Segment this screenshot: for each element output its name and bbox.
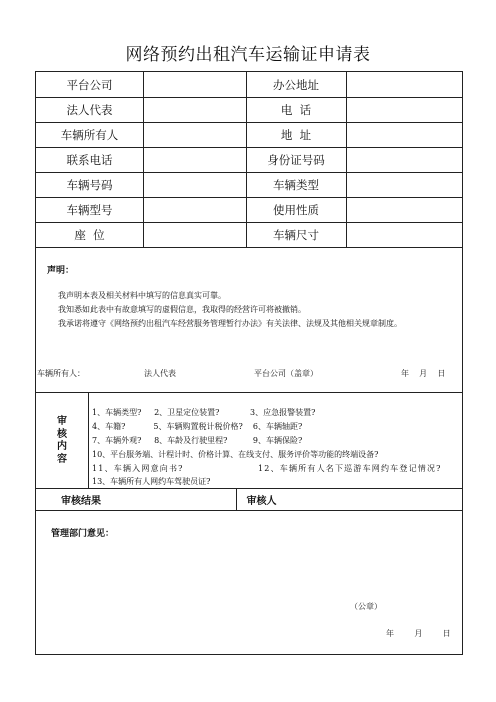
sign-legal-label: 法人代表 <box>144 369 176 378</box>
review-item-line: 11、车辆入网意向书? <box>92 464 184 473</box>
label-usage-nature: 使用性质 <box>273 202 319 217</box>
application-form <box>35 71 463 655</box>
field-reviewer[interactable] <box>286 488 464 510</box>
review-item-line: 12、车辆所有人名下巡游车网约车登记情况? <box>258 464 442 473</box>
sign-platform-label: 平台公司（盖章） <box>254 369 318 378</box>
row-divider <box>36 247 462 248</box>
field-platform-company[interactable] <box>143 72 246 97</box>
review-result-label: 审核结果 <box>61 495 101 507</box>
field-office-address[interactable] <box>346 72 464 97</box>
label-vehicle-size: 车辆尺寸 <box>273 227 319 242</box>
field-address[interactable] <box>346 122 464 147</box>
section-divider <box>36 510 462 511</box>
review-label-char: 审 <box>57 416 67 427</box>
label-vehicle-type: 车辆类型 <box>273 177 319 192</box>
label-plate-number: 车辆号码 <box>66 177 113 192</box>
sign-date-label: 年 月 日 <box>401 369 446 378</box>
label-address: 地 址 <box>280 127 312 142</box>
label-id-number: 身份证号码 <box>267 152 325 167</box>
declaration-line: 我承诺将遵守《网络预约出租汽车经营服务管理暂行办法》有关法律、法规及其他相关规章制度。 <box>58 319 402 328</box>
label-legal-representative: 法人代表 <box>66 102 113 117</box>
label-seats: 座 位 <box>74 227 105 242</box>
label-office-address: 办公地址 <box>273 77 319 92</box>
review-label-char: 容 <box>57 453 67 465</box>
field-plate-number[interactable] <box>143 172 246 197</box>
review-item-line: 7、车辆外观? 8、车龄及行驶里程? 9、车辆保险? <box>92 436 303 445</box>
label-platform-company: 平台公司 <box>66 77 113 92</box>
field-review-result[interactable] <box>126 488 236 510</box>
review-item-line: 4、车籍? 5、车辆购置税计税价格? 6、车辆轴距? <box>92 422 303 431</box>
column-divider <box>236 488 237 510</box>
review-content-label <box>52 416 72 466</box>
field-vehicle-model[interactable] <box>143 197 246 222</box>
field-vehicle-size[interactable] <box>346 222 464 247</box>
form-title: 网络预约出租汽车运输证申请表 <box>125 45 371 65</box>
review-label-char: 内 <box>57 441 67 452</box>
section-divider <box>36 392 462 393</box>
field-vehicle-type[interactable] <box>346 172 464 197</box>
review-item-line: 1、车辆类型? 2、卫星定位装置? 3、应急报警装置? <box>92 408 316 417</box>
declaration-heading: 声明： <box>47 266 75 276</box>
review-item-line: 13、车辆所有人网约车驾驶员证? <box>92 477 211 486</box>
field-legal-representative[interactable] <box>143 97 246 122</box>
label-contact-phone: 联系电话 <box>66 152 113 167</box>
label-vehicle-model: 车辆型号 <box>66 202 113 217</box>
review-label-char: 核 <box>57 428 67 440</box>
management-opinion-heading: 管理部门意见： <box>51 529 115 539</box>
field-id-number[interactable] <box>346 147 464 172</box>
review-item-line: 10、平台服务端、计程计时、价格计算、在线支付、服务评价等功能的终端设备? <box>92 450 379 459</box>
field-vehicle-owner[interactable] <box>143 122 246 147</box>
column-divider <box>88 392 89 488</box>
reviewer-label: 审核人 <box>246 495 277 507</box>
official-seal-label: （公章） <box>350 602 382 611</box>
field-phone[interactable] <box>346 97 464 122</box>
field-contact-phone[interactable] <box>143 147 246 172</box>
field-usage-nature[interactable] <box>346 197 464 222</box>
declaration-line: 我知悉如此表中有故意填写的虚假信息，我取得的经营许可将被撤销。 <box>58 305 306 314</box>
declaration-line: 我声明本表及相关材料中填写的信息真实可靠。 <box>58 291 226 300</box>
label-phone: 电 话 <box>280 102 312 117</box>
field-seats[interactable] <box>143 222 246 247</box>
label-vehicle-owner: 车辆所有人 <box>60 127 119 142</box>
sign-owner-label: 车辆所有人： <box>37 369 85 378</box>
management-date-label: 年 月 日 <box>386 629 451 638</box>
